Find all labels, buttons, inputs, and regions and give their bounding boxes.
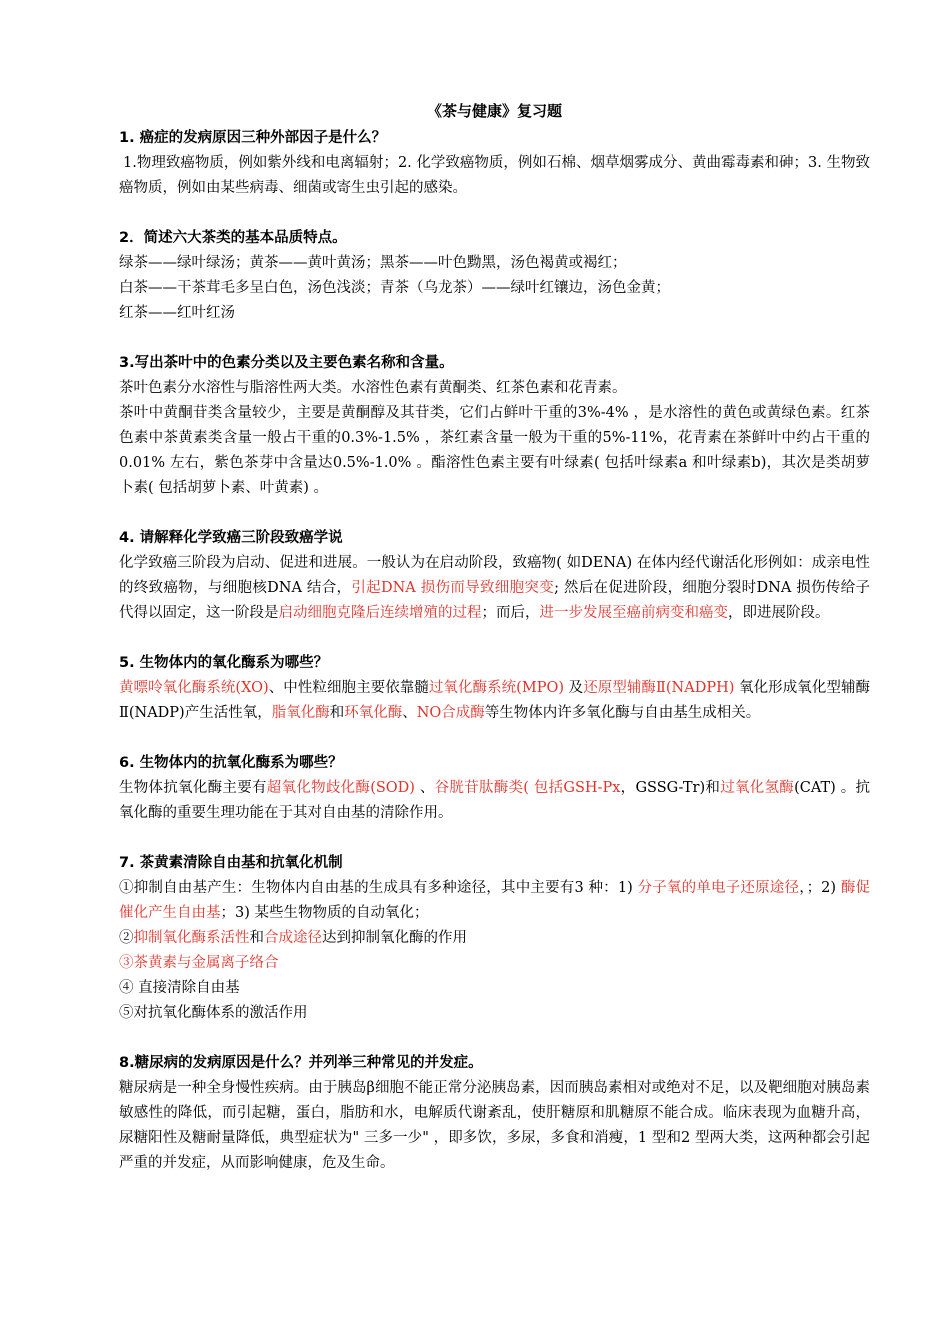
text-span: ①抑制自由基产生：生物体内自由基的生成具有多种途径，其中主要有3 种：1) (119, 880, 638, 896)
text-span: 达到抑制氧化酶的作用 (322, 930, 467, 946)
question-3-heading: 3.写出茶叶中的色素分类以及主要色素名称和含量。 (119, 355, 454, 371)
highlight-span: 谷胱苷肽酶类( 包括GSH-Px (434, 780, 621, 796)
highlight-span: 进一步发展至癌前病变和癌变 (539, 605, 728, 621)
question-5 (119, 651, 870, 726)
text-span: ；而后， (481, 605, 540, 621)
question-6-answer (119, 776, 870, 826)
question-5-answer (119, 676, 870, 726)
highlight-span: 合成途径 (264, 930, 322, 946)
text-span: 和 (329, 705, 345, 721)
text-span: 氧化形成氧化型辅酶Ⅱ(NADP)产生活性氧， (119, 680, 871, 721)
question-7-heading: 7. 茶黄素清除自由基和抗氧化机制 (119, 855, 343, 871)
question-5-heading: 5. 生物体内的氧化酶系为哪些？ (119, 655, 329, 671)
text-span: ; 然后在促进阶段，细胞分裂时DNA 损伤传给子代得以固定，这一阶段是 (119, 580, 870, 621)
question-2-line: 绿茶——绿叶绿汤；黄茶——黄叶黄汤；黑茶——叶色黝黑，汤色褐黄或褐红； (119, 255, 627, 271)
question-2-heading: 2．简述六大茶类的基本品质特点。 (119, 230, 347, 246)
question-8-answer: 糖尿病是一种全身慢性疾病。由于胰岛β细胞不能正常分泌胰岛素，因而胰岛素相对或绝对不足，以及靶细胞对胰岛素敏感性的降低，而引起糖，蛋白，脂肪和水，电解质代谢紊乱，使肝糖原和肌糖原不能合成。临床表现为血糖升高，尿糖阳性及糖耐量降低，典型症状为" 三多一少" ，即多饮，多尿，多食和消瘦，1 型和2 型两大类，这两种都会引起严重的并发症，从而影响健康，危及生命。 (119, 1080, 870, 1171)
question-8 (119, 1051, 870, 1176)
document-title: 《茶与健康》复习题 (426, 102, 562, 120)
text-span: ，；2) (799, 880, 841, 896)
question-7-item-4: ④ 直接清除自由基 (119, 980, 240, 996)
question-7 (119, 851, 870, 1026)
text-span: 和 (249, 930, 264, 946)
highlight-span: 超氧化物歧化酶(SOD) (266, 780, 415, 796)
question-7-item-2 (119, 926, 870, 951)
highlight-span: 启动细胞克隆后连续增殖的过程 (278, 605, 482, 621)
text-span: ，GSSG-Tr)和 (620, 780, 721, 796)
highlight-span: 酶促催化产生自由基 (119, 880, 871, 921)
question-2-line: 红茶——红叶红汤 (119, 305, 235, 321)
question-1-heading: 1. 癌症的发病原因三种外部因子是什么？ (119, 130, 387, 146)
question-4-answer (119, 551, 870, 626)
question-1 (119, 126, 870, 201)
highlight-span: 分子氧的单电子还原途径 (637, 880, 800, 896)
text-span: 生物体抗氧化酶主要有 (119, 780, 267, 796)
question-2 (119, 226, 870, 326)
text-span: 等生物体内许多氧化酶与自由基生成相关。 (484, 705, 761, 721)
highlight-span: 还原型辅酶Ⅱ(NADPH) (583, 680, 735, 696)
highlight-span: 抑制氧化酶系活性 (133, 930, 250, 946)
text-span: (CAT) 。抗氧化酶的重要生理功能在于其对自由基的清除作用。 (119, 780, 870, 821)
text-span: ② (119, 930, 134, 946)
highlight-span: 引起DNA 损伤而导致细胞突变 (351, 580, 555, 596)
highlight-span: 黄嘌呤氧化酶系统(XO) (119, 680, 269, 696)
question-3 (119, 351, 870, 501)
highlight-span: 环氧化酶 (344, 705, 403, 721)
highlight-span: 脂氧化酶 (271, 705, 330, 721)
text-span: 及 (564, 680, 584, 696)
text-span: ，即进展阶段。 (728, 605, 830, 621)
question-6 (119, 751, 870, 826)
question-7-item-1 (119, 876, 870, 926)
question-2-line: 白茶——干茶茸毛多呈白色，汤色浅淡；青茶（乌龙茶）——绿叶红镶边，汤色金黄； (119, 280, 670, 296)
question-4 (119, 526, 870, 626)
highlight-span: 过氧化酶系统(MPO) (428, 680, 564, 696)
question-3-answer-paragraph: 茶叶中黄酮苷类含量较少，主要是黄酮醇及其苷类，它们占鲜叶干重的3%-4% ，是水溶性的黄色或黄绿色素。红茶色素中茶黄素类含量一般占干重的0.3%-1.5% ，茶红素含量一般为干重的5%-11%，花青素在茶鲜叶中约占干重的0.01% 左右，紫色茶芽中含量达0.5%-1.0% 。酯溶性色素主要有叶绿素( 包括叶绿素a 和叶绿素b)，其次是类胡萝卜素( 包括胡萝卜素、叶黄素) 。 (119, 405, 870, 496)
text-span: 、 (402, 705, 417, 721)
question-1-answer: 1.物理致癌物质，例如紫外线和电离辐射；2. 化学致癌物质，例如石棉、烟草烟雾成分、黄曲霉毒素和砷；3. 生物致癌物质，例如由某些病毒、细菌或寄生虫引起的感染。 (119, 155, 870, 196)
text-span: 、中性粒细胞主要依靠髓 (268, 680, 429, 696)
question-6-heading: 6. 生物体内的抗氧化酶系为哪些？ (119, 755, 343, 771)
question-3-answer-line: 茶叶色素分水溶性与脂溶性两大类。水溶性色素有黄酮类、红茶色素和花青素。 (119, 380, 627, 396)
question-4-heading: 4. 请解释化学致癌三阶段致癌学说 (119, 530, 343, 546)
highlight-span: 过氧化氢酶 (720, 780, 795, 796)
question-7-item-5: ⑤对抗氧化酶体系的激活作用 (119, 1005, 308, 1021)
text-span: 、 (414, 780, 435, 796)
text-span: 化学致癌三阶段为启动、促进和进展。一般认为在启动阶段，致癌物( 如DENA) 在体内经代谢活化形例如：成亲电性的终致癌物，与细胞核DNA 结合， (119, 555, 870, 596)
text-span: ；3) 某些生物物质的自动氧化； (220, 905, 429, 921)
highlight-span: NO合成酶 (416, 705, 485, 721)
question-8-heading: 8.糖尿病的发病原因是什么？并列举三种常见的并发症。 (119, 1055, 483, 1071)
question-7-item-3: ③茶黄素与金属离子络合 (119, 955, 279, 971)
